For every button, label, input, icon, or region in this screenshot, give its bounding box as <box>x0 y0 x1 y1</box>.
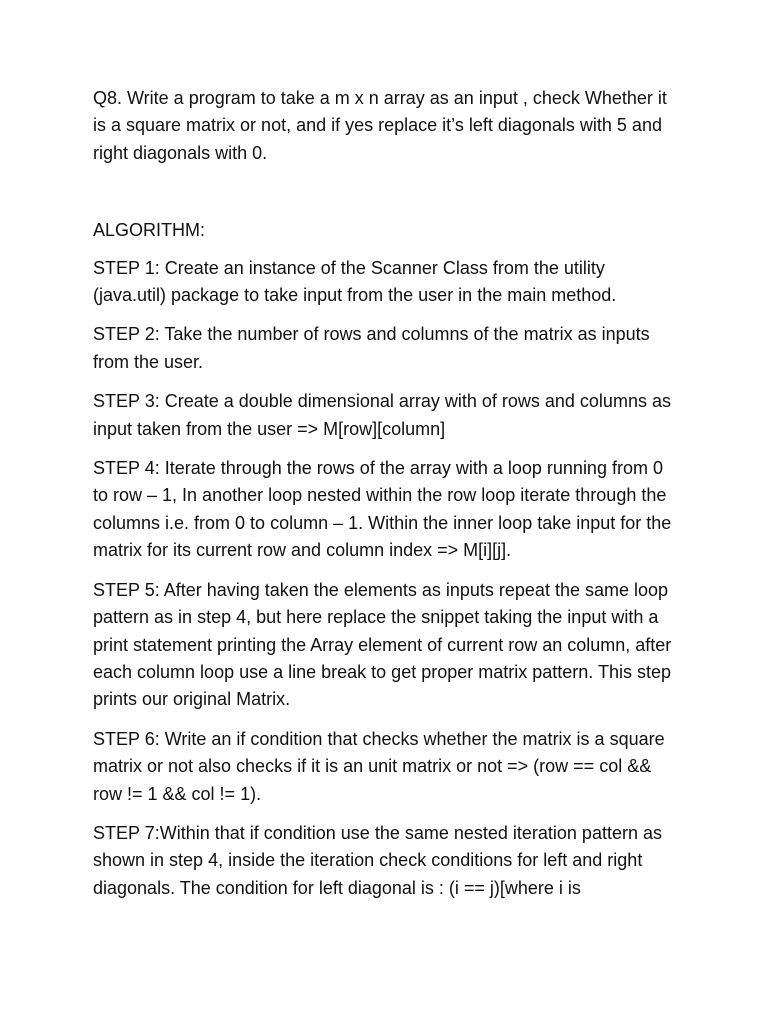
step-7: STEP 7:Within that if condition use the same nested iteration pattern as shown in step 4, inside the iteration check conditions for left and right diagonals. The condition for left diagonal is : (i == j)[where i is <box>93 822 662 898</box>
step-5: STEP 5: After having taken the elements as inputs repeat the same loop pattern as in step 4, but here replace the snippet taking the input with a print statement printing the Array element of current row an column, after each column loop use a line break to get proper matrix pattern. This step prints our original Matrix. <box>93 579 672 710</box>
step-2: STEP 2: Take the number of rows and columns of the matrix as inputs from the user. <box>93 324 650 372</box>
document-body <box>93 85 678 914</box>
question-text: Q8. Write a program to take a m x n array as an input , check Whether it is a square matrix or not, and if yes replace it’s left diagonals with 5 and right diagonals with 0. <box>93 88 667 163</box>
step-6: STEP 6: Write an if condition that checks whether the matrix is a square matrix or not also checks if it is an unit matrix or not => (row == col && row != 1 && col != 1). <box>93 728 665 804</box>
step-4: STEP 4: Iterate through the rows of the array with a loop running from 0 to row – 1, In another loop nested within the row loop iterate through the columns i.e. from 0 to column – 1. Within the inner loop take input for the matrix for its current row and column index => M[i][j]. <box>93 458 672 561</box>
step-3: STEP 3: Create a double dimensional array with of rows and columns as input taken from the user => M[row][column] <box>93 391 671 439</box>
algorithm-heading: ALGORITHM: <box>93 220 206 241</box>
spacer <box>93 167 678 217</box>
step-1: STEP 1: Create an instance of the Scanner Class from the utility (java.util) package to take input from the user in the main method. <box>93 257 617 306</box>
